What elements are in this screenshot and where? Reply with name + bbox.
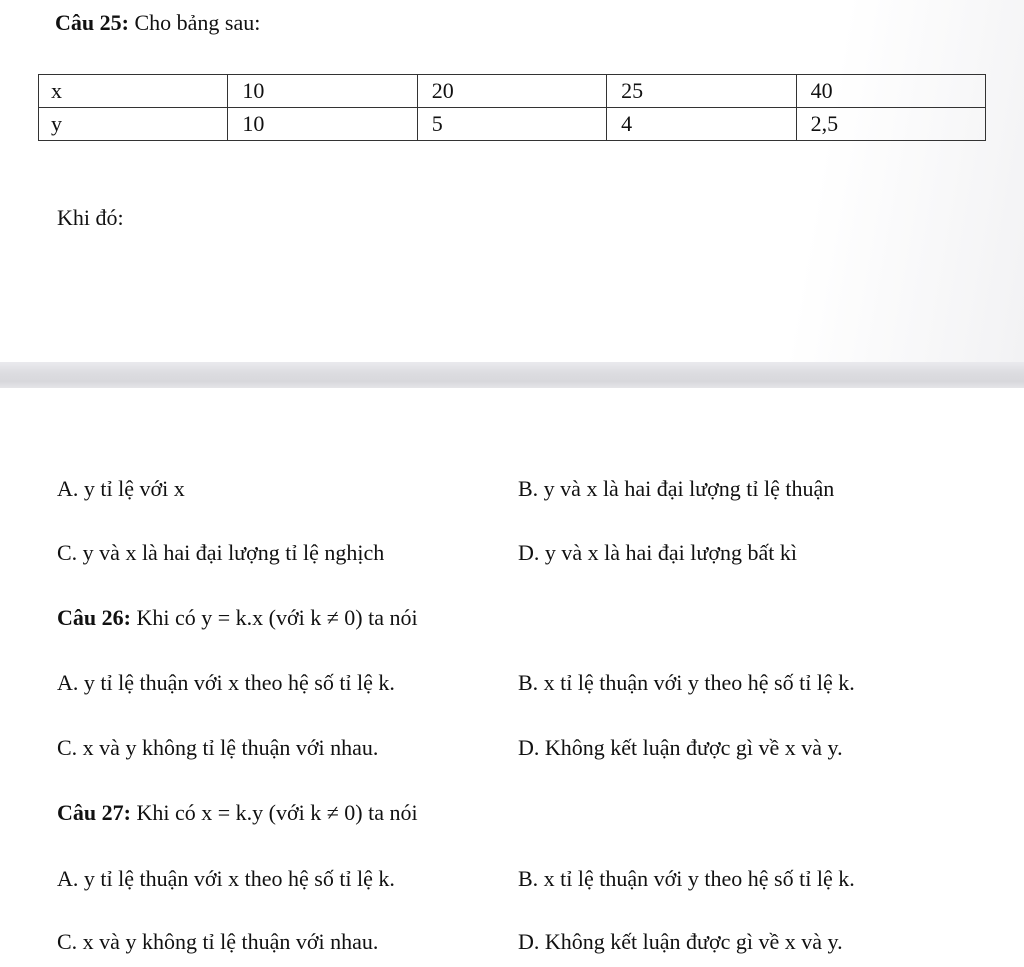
- q27-option-b: B. x tỉ lệ thuận với y theo hệ số tỉ lệ k.: [518, 866, 855, 891]
- table-cell: 10: [228, 108, 417, 141]
- q25-option-c: C. y và x là hai đại lượng tỉ lệ nghịch: [57, 540, 385, 565]
- q26-option-b: B. x tỉ lệ thuận với y theo hệ số tỉ lệ k.: [518, 670, 855, 695]
- table-cell: 20: [417, 75, 606, 108]
- page-top-sheet: [0, 0, 1024, 364]
- q25-option-a: A. y tỉ lệ với x: [57, 476, 185, 501]
- q27-option-a: A. y tỉ lệ thuận với x theo hệ số tỉ lệ k.: [57, 866, 395, 891]
- table-row-x: [39, 75, 986, 108]
- q27-label: Câu 27:: [57, 800, 131, 825]
- table-cell: 25: [607, 75, 796, 108]
- q27-option-d: D. Không kết luận được gì về x và y.: [518, 929, 843, 954]
- table-cell: x: [39, 75, 228, 108]
- table-cell: 10: [228, 75, 417, 108]
- q25-label: Câu 25:: [55, 10, 129, 35]
- q27-text: Khi có x = k.y (với k ≠ 0) ta nói: [130, 800, 418, 825]
- q25-title: [55, 10, 260, 36]
- q26-title: [57, 605, 418, 631]
- q26-option-d: D. Không kết luận được gì về x và y.: [518, 735, 843, 760]
- q26-label: Câu 26:: [57, 605, 131, 630]
- table-cell: 4: [607, 108, 796, 141]
- table-cell: 5: [417, 108, 606, 141]
- q26-text: Khi có y = k.x (với k ≠ 0) ta nói: [130, 605, 418, 630]
- table-cell: y: [39, 108, 228, 141]
- q25-text: Cho bảng sau:: [128, 10, 261, 35]
- table-cell: 2,5: [796, 108, 985, 141]
- q26-option-c: C. x và y không tỉ lệ thuận với nhau.: [57, 735, 379, 760]
- q27-title: [57, 800, 418, 826]
- q26-option-a: A. y tỉ lệ thuận với x theo hệ số tỉ lệ k.: [57, 670, 395, 695]
- q25-stem: Khi đó:: [57, 205, 124, 230]
- q25-option-b: B. y và x là hai đại lượng tỉ lệ thuận: [518, 476, 835, 501]
- table-cell: 40: [796, 75, 985, 108]
- page-separator: [0, 362, 1024, 390]
- q25-table: [38, 74, 986, 141]
- q25-option-d: D. y và x là hai đại lượng bất kì: [518, 540, 797, 565]
- q27-option-c: C. x và y không tỉ lệ thuận với nhau.: [57, 929, 379, 954]
- table-row-y: [39, 108, 986, 141]
